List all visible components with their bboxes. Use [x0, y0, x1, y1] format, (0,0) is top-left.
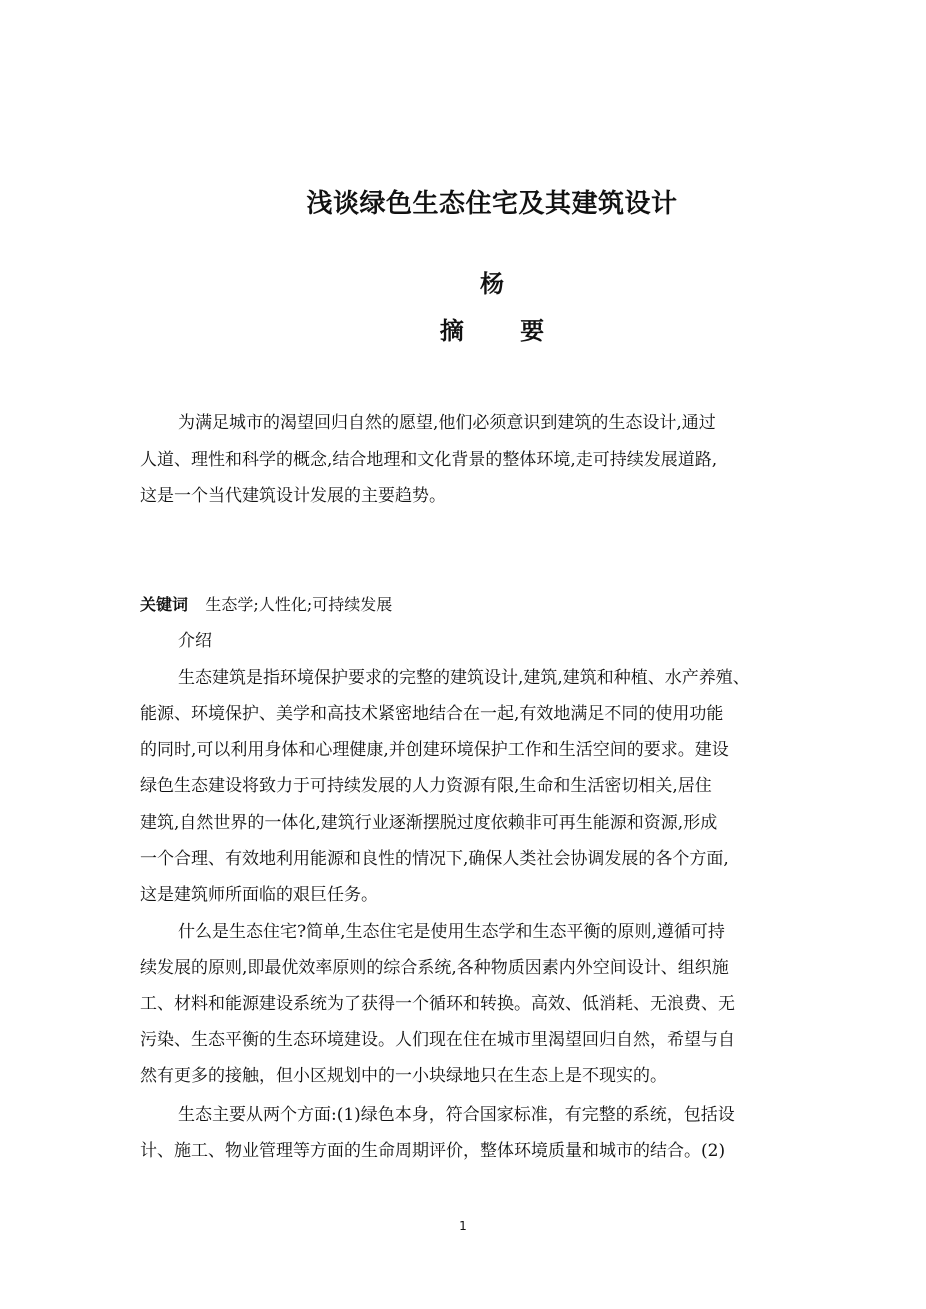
- paragraph-2-line: 污染、生态平衡的生态环境建设。人们现在住在城市里渴望回归自然，希望与自: [140, 1030, 735, 1050]
- abstract-line: 这是一个当代建筑设计发展的主要趋势。: [140, 486, 446, 506]
- paragraph-3-line: 计、施工、物业管理等方面的生命周期评价，整体环境质量和城市的结合。(2): [140, 1141, 726, 1161]
- paragraph-1-line: 这是建筑师所面临的艰巨任务。: [140, 885, 378, 905]
- paragraph-1-line: 绿色生态建设将致力于可持续发展的人力资源有限,生命和生活密切相关,居住: [140, 776, 712, 796]
- author-name: 杨: [480, 270, 504, 298]
- page-number: 1: [459, 1219, 467, 1233]
- paragraph-1-line: 能源、环境保护、美学和高技术紧密地结合在一起,有效地满足不同的使用功能: [140, 704, 724, 724]
- document-title: 浅谈绿色生态住宅及其建筑设计: [306, 189, 678, 220]
- paragraph-2-line: 工、材料和能源建设系统为了获得一个循环和转换。高效、低消耗、无浪费、无: [140, 994, 735, 1014]
- paragraph-2-line: 什么是生态住宅?简单,生态住宅是使用生态学和生态平衡的原则,遵循可持: [178, 922, 725, 942]
- keywords-label: 关键词: [140, 595, 189, 614]
- keywords-text: 生态学;人性化;可持续发展: [205, 595, 393, 614]
- intro-heading: 介绍: [178, 631, 212, 651]
- paragraph-3-line: 生态主要从两个方面:(1)绿色本身，符合国家标准，有完整的系统，包括设: [178, 1105, 735, 1125]
- paragraph-1-line: 一个合理、有效地利用能源和良性的情况下,确保人类社会协调发展的各个方面,: [140, 849, 729, 869]
- paragraph-1-line: 的同时,可以利用身体和心理健康,并创建环境保护工作和生活空间的要求。建设: [140, 740, 729, 760]
- abstract-heading: 摘 要: [439, 317, 569, 345]
- keywords-line: [140, 593, 820, 617]
- paragraph-1-line: 生态建筑是指环境保护要求的完整的建筑设计,建筑,建筑和种植、水产养殖、: [178, 668, 750, 688]
- paragraph-2-line: 然有更多的接触，但小区规划中的一小块绿地只在生态上是不现实的。: [140, 1066, 667, 1086]
- abstract-line: 为满足城市的渴望回归自然的愿望,他们必须意识到建筑的生态设计,通过: [178, 413, 716, 433]
- abstract-line: 人道、理性和科学的概念,结合地理和文化背景的整体环境,走可持续发展道路,: [140, 450, 718, 470]
- paragraph-2-line: 续发展的原则,即最优效率原则的综合系统,各种物质因素内外空间设计、组织施: [140, 958, 729, 978]
- paragraph-1-line: 建筑,自然世界的一体化,建筑行业逐渐摆脱过度依赖非可再生能源和资源,形成: [140, 813, 718, 833]
